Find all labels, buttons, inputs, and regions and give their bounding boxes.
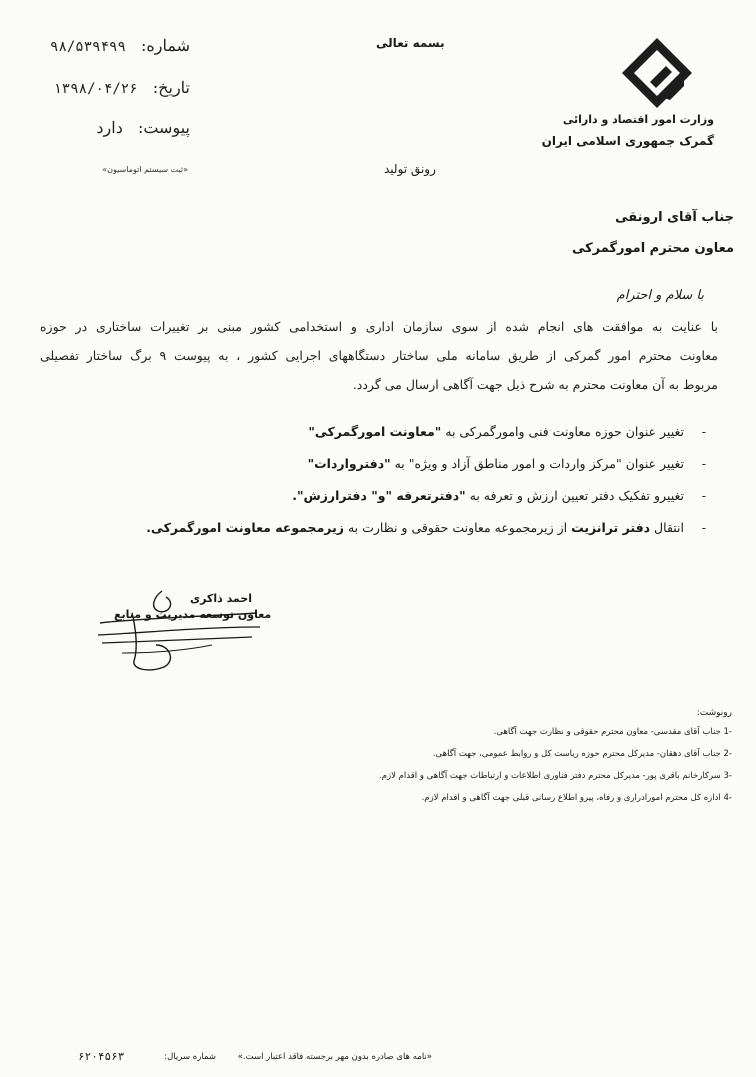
list-item: - تغییرو تفکیک دفتر تعیین ارزش و تعرفه به "دفترتعرفه "و" دفترارزش".: [292, 488, 706, 503]
list-item: - تغییر عنوان "مرکز واردات و امور مناطق آزاد و ویژه" به "دفترواردات": [307, 456, 706, 471]
number-label: شماره:: [140, 36, 190, 55]
slogan: رونق تولید: [384, 162, 436, 176]
signer-name: احمد ذاکری: [190, 592, 252, 605]
addressee-title: معاون محترم امورگمرکی: [571, 241, 734, 256]
list-item: - انتقال دفتر ترانزیت از زیرمجموعه معاونت حقوقی و نظارت به زیرمجموعه معاونت امورگمرکی.: [146, 520, 706, 535]
serial-value: ۶۲۰۴۵۶۳: [78, 1050, 125, 1063]
list-item: - تغییر عنوان حوزه معاونت فنی وامورگمرکی به "معاونت امورگمرکی": [308, 424, 706, 439]
serial-label: شماره سریال:: [164, 1052, 216, 1062]
customs-name: گمرک جمهوری اسلامی ایران: [541, 134, 714, 148]
cc-item: -2 جناب آقای دهقان- مدیرکل محترم حوزه ریاست کل و روابط عمومی، جهت آگاهی.: [432, 749, 732, 759]
cc-list: [379, 725, 732, 813]
cc-item: -4 اداره کل محترم امورادراری و رفاه، پیرو اطلاع رسانی قبلی جهت آگاهی و اقدام لازم.: [421, 793, 732, 803]
date-label: تاریخ:: [152, 78, 190, 97]
ministry-name: وزارت امور اقتصاد و دارائی: [562, 113, 714, 126]
automation-note: «ثبت سیستم اتوماسیون»: [102, 165, 188, 174]
cc-item: -1 جناب آقای مقدسی- معاون محترم حقوقی و نظارت جهت آگاهی.: [493, 727, 732, 737]
customs-logo-icon: [622, 38, 692, 108]
body-line: مربوط به آن معاونت محترم به شرح ذیل جهت آگاهی ارسال می گردد.: [352, 377, 718, 392]
footer-validity-note: «نامه های صادره بدون مهر برجسته فاقد اعتبار است.»: [237, 1052, 432, 1062]
signer-title: معاون توسعه مدیریت و منابع: [114, 608, 272, 621]
change-list: [146, 420, 706, 548]
number-value: ۹۸/۵۳۹۴۹۹: [50, 39, 126, 55]
attachment-label: پیوست:: [137, 118, 190, 137]
letter-number: [50, 36, 190, 55]
addressee-name: جناب آقای ارونقی: [615, 210, 734, 225]
body-line: معاونت محترم امور گمرکی از طریق سامانه ملی ساختار دستگاههای اجرایی کشور ، به پیوست ۹ برگ ساختار تفصیلی: [40, 348, 718, 363]
attachment-value: دارد: [96, 118, 123, 137]
basmala: بسمه تعالی: [376, 36, 445, 50]
date-value: ۱۳۹۸/۰۴/۲۶: [53, 81, 138, 97]
body-line: با عنایت به موافقت های انجام شده از سوی سازمان اداری و استخدامی کشور مبنی بر تغییرات ساختاری در حوزه: [40, 319, 718, 334]
letter-body: [40, 312, 718, 399]
cc-item: -3 سرکارخانم باقری پور- مدیرکل محترم دفتر فناوری اطلاعات و ارتباطات جهت آگاهی و اقدام لازم.: [379, 771, 732, 781]
greeting: با سلام و احترام: [616, 288, 704, 303]
letter-attachment: [96, 118, 190, 137]
cc-heading: رونوشت:: [696, 708, 732, 718]
letter-date: [53, 78, 190, 97]
